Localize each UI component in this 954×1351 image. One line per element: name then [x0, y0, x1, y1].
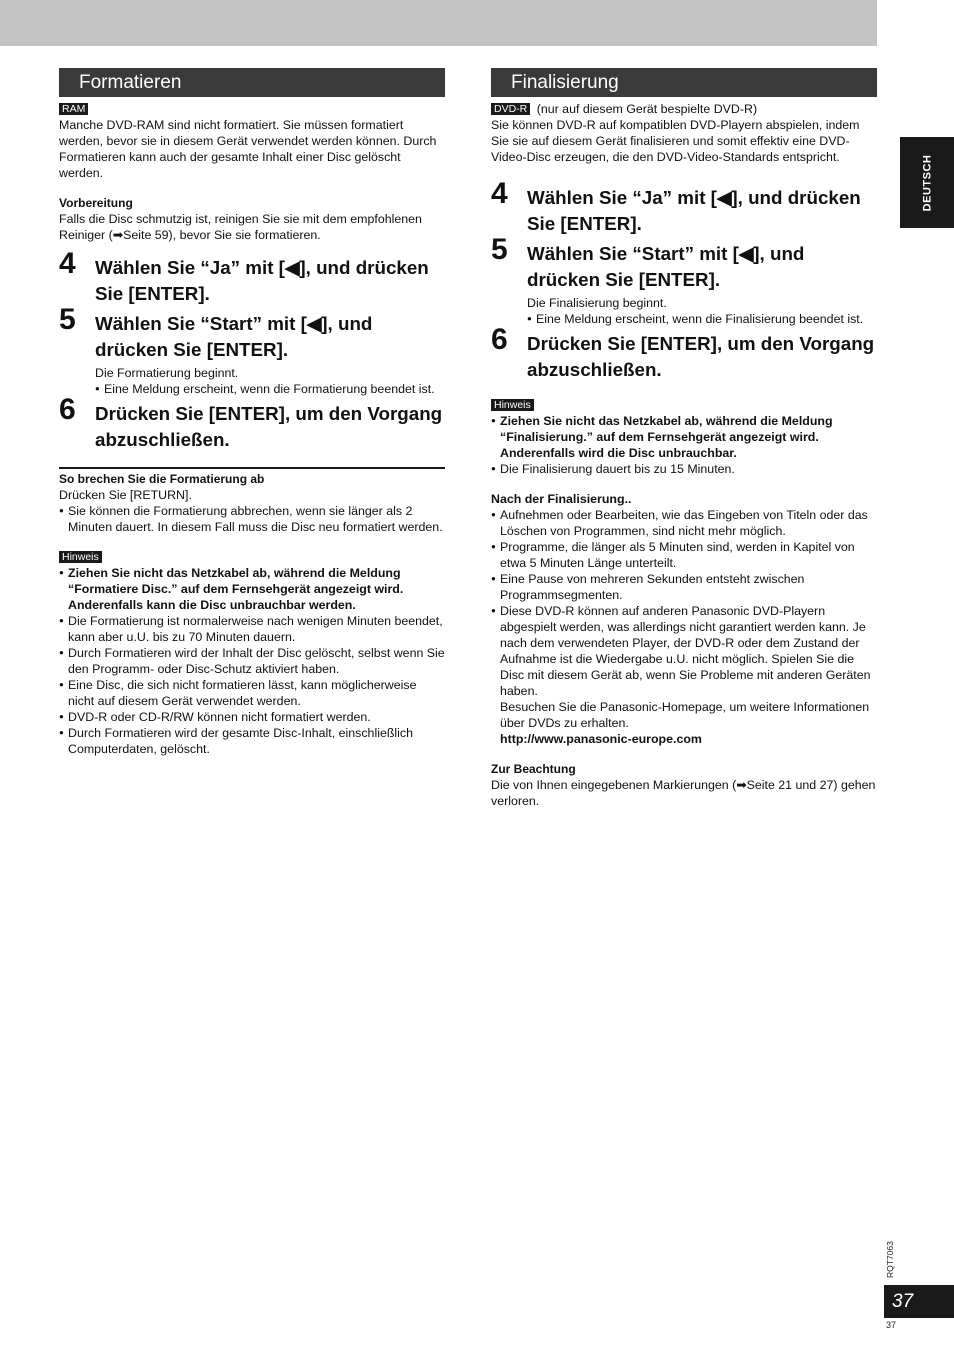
hint-item: ● Ziehen Sie nicht das Netzkabel ab, während die Meldung “Formatiere Disc.” auf dem Fernsehgerät angezeigt wird. Anderenfalls kann die Disc unbrauchbar werden.	[59, 565, 445, 613]
step-6	[491, 323, 877, 383]
note-heading: Zur Beachtung	[491, 762, 576, 776]
language-tab	[900, 137, 954, 228]
hint-item: ● Durch Formatieren wird der gesamte Disc-Inhalt, einschließlich Computerdaten, gelöscht.	[59, 725, 445, 757]
step-text: Wählen Sie “Ja” mit [◀], und drücken Sie [ENTER].	[527, 187, 861, 234]
after-item: ● Aufnehmen oder Bearbeiten, wie das Eingeben von Titeln oder das Löschen von Programmen, sind nicht mehr möglich.	[491, 507, 877, 539]
formatting-intro: Manche DVD-RAM sind nicht formatiert. Sie müssen formatiert werden, bevor sie in diesem Gerät verwendet werden können. Durch Formatieren kann auch der gesamte Inhalt einer Disc gelöscht werden.	[59, 118, 437, 180]
step-4	[59, 247, 445, 307]
section-title-formatieren: Formatieren	[59, 68, 445, 97]
step-text: Drücken Sie [ENTER], um den Vorgang abzuschließen.	[527, 333, 875, 380]
finalization-section	[491, 68, 877, 809]
dvd-r-tag-note: (nur auf diesem Gerät bespielte DVD-R)	[536, 102, 758, 116]
after-finalization-heading: Nach der Finalisierung..	[491, 492, 632, 506]
step-text: Wählen Sie “Start” mit [◀], und drücken Sie [ENTER].	[527, 243, 805, 290]
step-number: 5	[59, 303, 76, 336]
step-5-notes	[59, 365, 445, 397]
hint-list	[491, 413, 877, 477]
after-item: ● Eine Pause von mehreren Sekunden entsteht zwischen Programmsegmenten.	[491, 571, 877, 603]
step-6	[59, 393, 445, 453]
cancel-text: Drücken Sie [RETURN].	[59, 488, 192, 502]
dvd-r-tag: DVD-R	[491, 103, 530, 115]
step-text: Drücken Sie [ENTER], um den Vorgang abzuschließen.	[95, 403, 443, 450]
hint-list	[59, 565, 445, 757]
homepage-text: Besuchen Sie die Panasonic-Homepage, um weitere Informationen über DVDs zu erhalten.	[500, 700, 870, 730]
step-note-bullet: ● Eine Meldung erscheint, wenn die Formatierung beendet ist.	[95, 381, 445, 397]
hint-item: ● Eine Disc, die sich nicht formatieren lässt, kann möglicherweise nicht auf diesem Gerät verwendet werden.	[59, 677, 445, 709]
hint-tag: Hinweis	[59, 551, 102, 563]
note-text: Die von Ihnen eingegebenen Markierungen (➡Seite 21 und 27) gehen verloren.	[491, 778, 876, 808]
step-5	[491, 233, 877, 293]
cancel-bullet: ● Sie können die Formatierung abbrechen, wenn sie länger als 2 Minuten dauert. In diesem Fall muss die Disc neu formatiert werden.	[59, 503, 445, 535]
hint-item: ● Ziehen Sie nicht das Netzkabel ab, während die Meldung “Finalisierung.” auf dem Fernsehgerät angezeigt wird. Anderenfalls wird die Disc unbrauchbar.	[491, 413, 877, 461]
section-title-finalisierung: Finalisierung	[491, 68, 877, 97]
homepage-link[interactable]: http://www.panasonic-europe.com	[500, 732, 702, 746]
after-item: ● Programme, die länger als 5 Minuten sind, werden in Kapitel von etwa 5 Minuten Länge unterteilt.	[491, 539, 877, 571]
hint-item: ● Durch Formatieren wird der Inhalt der Disc gelöscht, selbst wenn Sie den Programm- oder Disc-Schutz aktiviert haben.	[59, 645, 445, 677]
step-number: 4	[59, 247, 76, 280]
after-item: ● Diese DVD-R können auf anderen Panasonic DVD-Playern abgespielt werden, was allerdings nicht garantiert werden kann. Je nach dem verwendeten Player, der DVD-R oder dem Zustand der Aufnahme ist die Wiedergabe u.U. nicht möglich. Spielen Sie die Disc mit diesem Gerät ab, wenn Sie Probleme mit anderen Geräten haben.	[491, 603, 877, 699]
step-number: 4	[491, 177, 508, 210]
step-5	[59, 303, 445, 363]
formatting-section	[59, 68, 445, 757]
step-number: 5	[491, 233, 508, 266]
preparation-text: Falls die Disc schmutzig ist, reinigen Sie sie mit dem empfohlenen Reiniger (➡Seite 59), bevor Sie sie formatieren.	[59, 212, 422, 242]
finalization-intro: Sie können DVD-R auf kompatiblen DVD-Playern abspielen, indem Sie sie auf diesem Gerät finalisieren und somit effektiv eine DVD-Video-Disc erzeugen, die den DVD-Video-Standards entspricht.	[491, 118, 860, 164]
step-number: 6	[491, 323, 508, 356]
cancel-heading: So brechen Sie die Formatierung ab	[59, 472, 265, 486]
step-5-notes	[491, 295, 877, 327]
step-number: 6	[59, 393, 76, 426]
after-finalization-list	[491, 507, 877, 699]
step-text: Wählen Sie “Start” mit [◀], und drücken Sie [ENTER].	[95, 313, 373, 360]
language-tab-label: DEUTSCH	[921, 154, 934, 211]
header-bar	[0, 0, 877, 46]
hint-item: ● DVD-R oder CD-R/RW können nicht formatiert werden.	[59, 709, 445, 725]
step-text: Wählen Sie “Ja” mit [◀], und drücken Sie [ENTER].	[95, 257, 429, 304]
document-id: RQT7063	[885, 1241, 895, 1278]
page-number: 37	[884, 1285, 954, 1318]
hint-item: ● Die Finalisierung dauert bis zu 15 Minuten.	[491, 461, 877, 477]
step-note: Die Formatierung beginnt.	[95, 366, 239, 380]
step-note: Die Finalisierung beginnt.	[527, 296, 667, 310]
divider	[59, 467, 445, 469]
page-number-small: 37	[886, 1320, 897, 1330]
preparation-heading: Vorbereitung	[59, 196, 133, 210]
hint-tag: Hinweis	[491, 399, 534, 411]
step-4	[491, 177, 877, 237]
step-note-bullet: ● Eine Meldung erscheint, wenn die Finalisierung beendet ist.	[527, 311, 877, 327]
hint-item: ● Die Formatierung ist normalerweise nach wenigen Minuten beendet, kann aber u.U. bis zu 70 Minuten dauern.	[59, 613, 445, 645]
ram-tag: RAM	[59, 103, 88, 115]
